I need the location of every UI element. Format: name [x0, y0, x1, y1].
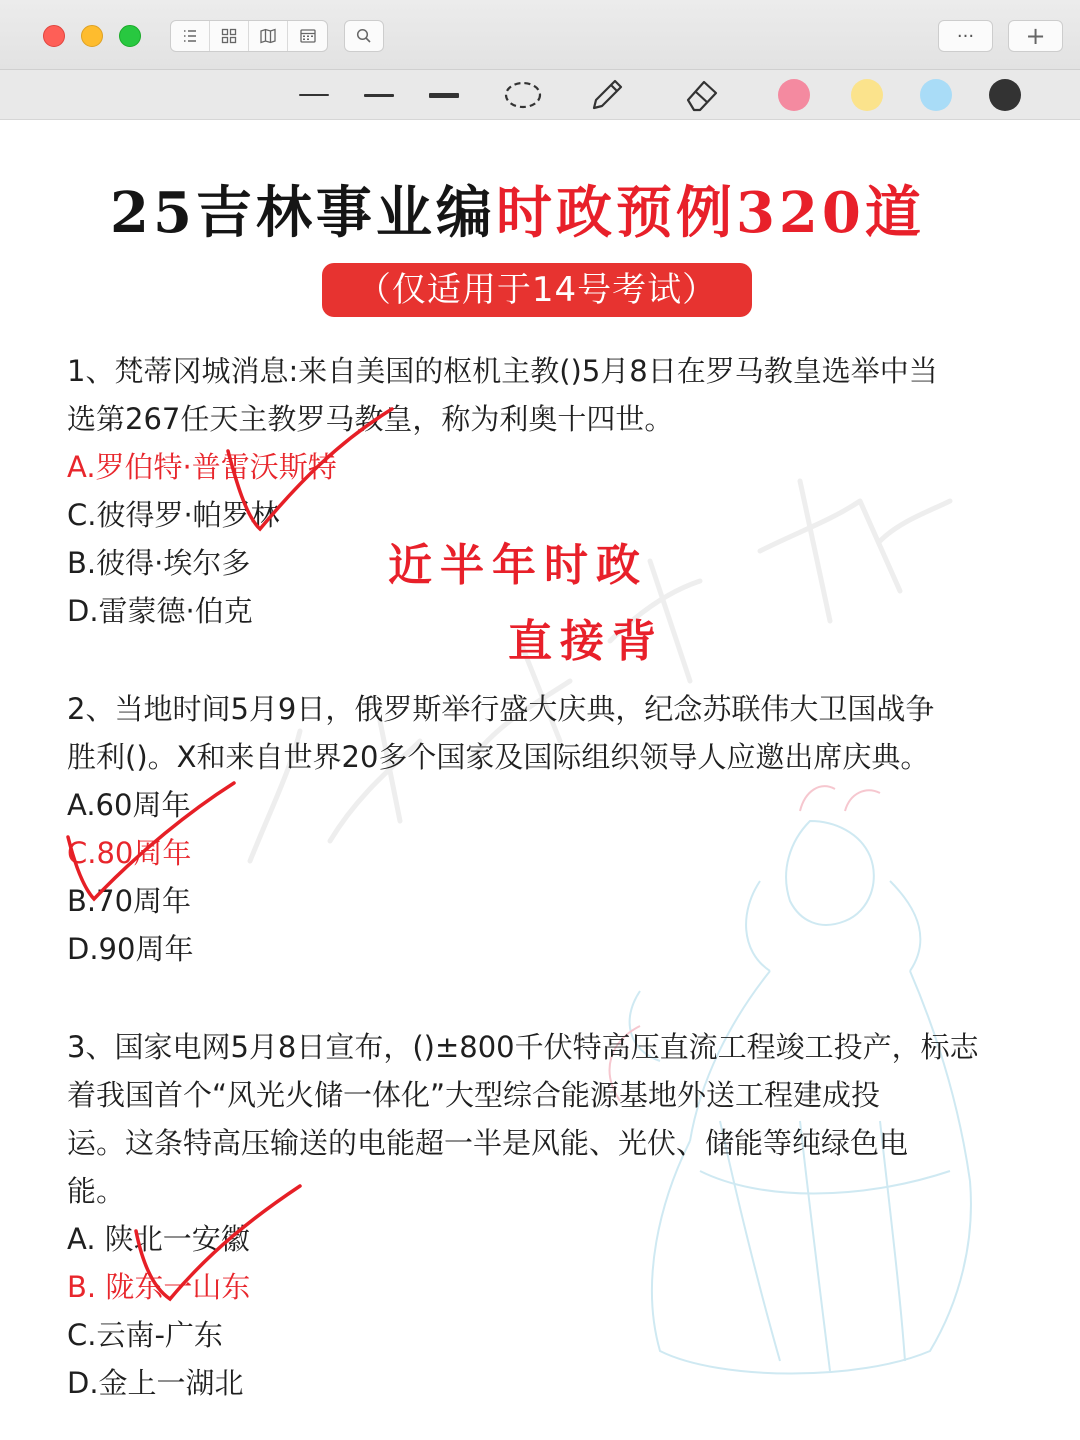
question-3-option-a: A. 陕北一安徽: [67, 1222, 250, 1256]
black-color-swatch[interactable]: [989, 79, 1021, 111]
view-mode-segmented-control: [170, 20, 328, 52]
pencil-tool[interactable]: [584, 70, 630, 120]
subtitle-badge: （仅适用于14号考试）: [322, 263, 752, 317]
question-2-line-2: 胜利()。X和来自世界20多个国家及国际组织领导人应邀出席庆典。: [67, 740, 930, 774]
question-3-line-1: 3、国家电网5月8日宣布，()±800千伏特高压直流工程竣工投产，标志: [67, 1030, 979, 1064]
question-1-line-1: 1、梵蒂冈城消息:来自美国的枢机主教()5月8日在罗马教皇选举中当: [67, 354, 938, 388]
question-3-option-d: D.金上一湖北: [67, 1366, 244, 1400]
slideshow-view-button[interactable]: [288, 21, 327, 51]
question-3-line-3: 运。这条特高压输送的电能超一半是风能、光伏、储能等纯绿色电: [67, 1126, 909, 1160]
question-1-option-d: D.雷蒙德·伯克: [67, 594, 253, 628]
search-button[interactable]: [344, 20, 384, 52]
window-titlebar: [0, 0, 1080, 70]
list-icon: [181, 27, 199, 45]
handwritten-note-line-2: 直接背: [508, 616, 664, 667]
add-button[interactable]: +: [1008, 20, 1063, 52]
map-view-button[interactable]: [249, 21, 288, 51]
question-2-option-a: A.60周年: [67, 788, 191, 822]
question-1-option-b: B.彼得·埃尔多: [67, 546, 251, 580]
lasso-icon: [503, 80, 543, 110]
headline-red-part: 时政预例320道: [495, 180, 925, 246]
question-3-option-c: C.云南-广东: [67, 1318, 223, 1352]
headline-black-part: 25吉林事业编: [110, 180, 496, 246]
thin-line-tool[interactable]: [289, 70, 339, 120]
question-3-option-b: B. 陇东一山东: [67, 1270, 251, 1304]
question-2-line-1: 2、当地时间5月9日，俄罗斯举行盛大庆典，纪念苏联伟大卫国战争: [67, 692, 935, 726]
eraser-icon: [682, 76, 720, 114]
medium-line-tool[interactable]: [354, 70, 404, 120]
eraser-tool[interactable]: [678, 70, 724, 120]
more-button[interactable]: ···: [938, 20, 993, 52]
pencil-icon: [588, 76, 626, 114]
grid-view-button[interactable]: [210, 21, 249, 51]
yellow-color-swatch[interactable]: [851, 79, 883, 111]
question-1-option-c: C.彼得罗·帕罗林: [67, 498, 280, 532]
thick-line-tool[interactable]: [419, 70, 469, 120]
grid-icon: [220, 27, 238, 45]
markup-toolbar: [0, 70, 1080, 120]
question-2-option-c: C.80周年: [67, 836, 192, 870]
document-canvas: [0, 121, 1080, 1440]
question-1-option-a: A.罗伯特·普雷沃斯特: [67, 450, 337, 484]
question-3-line-4: 能。: [67, 1174, 126, 1208]
zoom-window-button[interactable]: [119, 25, 141, 47]
list-view-button[interactable]: [171, 21, 210, 51]
lasso-select-tool[interactable]: [500, 70, 546, 120]
blue-color-swatch[interactable]: [920, 79, 952, 111]
question-2-option-b: B.70周年: [67, 884, 192, 918]
close-window-button[interactable]: [43, 25, 65, 47]
question-3-line-2: 着我国首个“风光火储一体化”大型综合能源基地外送工程建成投: [67, 1078, 881, 1112]
calendar-icon: [299, 27, 317, 45]
question-1-line-2: 选第267任天主教罗马教皇，称为利奥十四世。: [67, 402, 674, 436]
minimize-window-button[interactable]: [81, 25, 103, 47]
pink-color-swatch[interactable]: [778, 79, 810, 111]
document-headline: [110, 169, 990, 246]
search-icon: [355, 27, 373, 45]
handwritten-note-line-1: 近半年时政: [388, 540, 648, 591]
map-icon: [259, 27, 277, 45]
question-2-option-d: D.90周年: [67, 932, 194, 966]
